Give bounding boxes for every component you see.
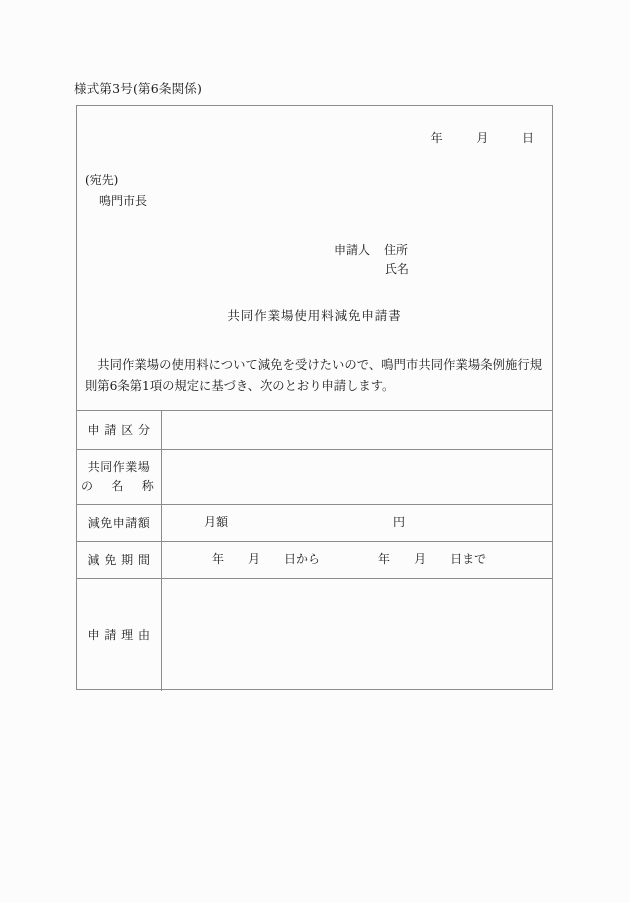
- field-application-category[interactable]: [162, 411, 553, 450]
- form-sheet: [76, 105, 553, 690]
- date-month: 月: [476, 131, 489, 145]
- table-row-application-reason: [77, 579, 552, 692]
- label-reduction-period: 減 免 期 間: [77, 542, 162, 579]
- date-line: [431, 129, 534, 146]
- period-end-day: 日まで: [450, 552, 487, 567]
- field-reduction-period[interactable]: [162, 542, 553, 579]
- table-row-reduction-period: [77, 542, 552, 579]
- addressee-recipient: 鳴門市長: [99, 194, 148, 208]
- amount-currency-unit: 円: [393, 515, 406, 530]
- addressee-block: [85, 170, 147, 212]
- applicant-block: [334, 241, 409, 280]
- document-body-text: 共同作業場の使用料について減免を受けたいので、鳴門市共同作業場条例施行規則第6条第1項の規定に基づき、次のとおり申請します。: [85, 358, 542, 393]
- applicant-address-label: 住所: [384, 243, 409, 257]
- label-workshop-name-line1: 共同作業場: [87, 460, 151, 475]
- label-reduction-amount: 減免申請額: [77, 505, 162, 542]
- field-reduction-amount[interactable]: [162, 505, 553, 542]
- period-start-day: 日から: [284, 552, 321, 567]
- table-row-reduction-amount: [77, 505, 552, 542]
- form-header-section: [77, 106, 552, 410]
- field-workshop-name[interactable]: [162, 450, 553, 505]
- date-year: 年: [430, 131, 443, 145]
- period-start-month: 月: [248, 552, 261, 567]
- applicant-role-label: 申請人: [334, 243, 371, 257]
- period-end-year: 年: [378, 552, 391, 567]
- addressee-label: (宛先): [85, 173, 119, 187]
- label-application-category: 申 請 区 分: [77, 411, 162, 450]
- form-number: 様式第3号(第6条関係): [74, 81, 203, 96]
- period-start-year: 年: [212, 552, 225, 567]
- label-workshop-name-line2: の 名 称: [80, 479, 157, 493]
- table-row-workshop-name: [77, 450, 552, 505]
- period-end-month: 月: [414, 552, 427, 567]
- label-workshop-name: [77, 450, 162, 505]
- document-title: 共同作業場使用料減免申請書: [227, 308, 402, 323]
- table-row-application-category: [77, 411, 552, 450]
- amount-monthly-label: 月額: [204, 515, 229, 530]
- application-table: [77, 410, 552, 691]
- label-application-reason: 申 請 理 由: [77, 579, 162, 692]
- applicant-name-label: 氏名: [385, 262, 410, 277]
- date-day: 日: [521, 131, 534, 145]
- field-application-reason[interactable]: [162, 579, 553, 692]
